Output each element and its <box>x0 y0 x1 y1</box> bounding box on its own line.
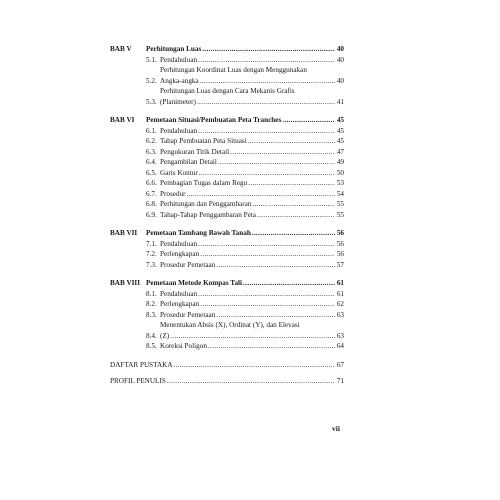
leader-dots <box>200 76 335 87</box>
leader-dots <box>170 331 335 342</box>
toc-entry[interactable] <box>110 178 344 189</box>
entry-page: 55 <box>336 200 344 208</box>
entry-title: Tahap Pembuatan Peta Situasi <box>160 137 247 145</box>
entry-title: Tahap-Tahap Penggambaran Peta <box>160 210 256 219</box>
entry-title: Pendahuluan <box>160 126 198 135</box>
entry-number: 8.1. <box>146 289 157 298</box>
leader-dots <box>187 189 335 200</box>
entry-number: 5.2. <box>146 76 157 85</box>
toc-entry[interactable] <box>110 320 344 341</box>
entry-title-line1: Perhitungan Luas dengan Cara Mekanis Grafis <box>160 87 295 95</box>
toc-entry[interactable] <box>110 126 344 137</box>
entry-title-line2: (Z) <box>160 331 170 340</box>
leader-dots <box>198 289 335 300</box>
entry-title: Prosedur Pemetaan <box>160 310 216 319</box>
entry-title: Perhitungan dan Penggambaran <box>160 200 252 208</box>
entry-number: 8.5. <box>146 342 157 350</box>
entry-page: 63 <box>336 331 344 340</box>
entry-title: Koreksi Poligon <box>160 342 207 350</box>
leader-dots <box>282 115 335 126</box>
entry-title-line1: Perhitungan Koordinat Luas dengan Menggunakan <box>160 66 307 74</box>
entry-page: 56 <box>336 250 344 258</box>
entry-page: 54 <box>336 189 344 198</box>
chapter-title: Pemetaan Situasi/Pembuatan Peta Tranches <box>146 116 282 124</box>
entry-number: 8.2. <box>146 300 157 308</box>
chapter-page: 61 <box>336 279 344 287</box>
entry-page: 45 <box>336 137 344 145</box>
chapter-title: Pemetaan Metode Kompas Tali <box>146 279 243 287</box>
toc-chapter-row[interactable] <box>110 115 344 126</box>
entry-number: 6.1. <box>146 126 157 135</box>
toc-entry[interactable] <box>110 260 344 271</box>
leader-dots <box>198 239 335 250</box>
entry-number: 5.3. <box>146 97 157 106</box>
leader-dots <box>248 178 335 189</box>
toc-section-bab-v <box>110 44 344 107</box>
toc-entry[interactable] <box>110 299 344 310</box>
entry-page: 40 <box>336 76 344 85</box>
entry-page: 63 <box>336 310 344 319</box>
toc-entry[interactable] <box>110 289 344 300</box>
chapter-number: BAB VI <box>110 116 135 124</box>
entry-number: 6.2. <box>146 137 157 145</box>
leader-dots <box>167 376 335 387</box>
toc-entry[interactable] <box>110 189 344 200</box>
leader-dots <box>243 278 335 289</box>
toc-entry[interactable] <box>110 86 344 107</box>
entry-title: Prosedur Pemetaan <box>160 260 216 269</box>
entry-title-line2: Angka-angka <box>160 76 199 85</box>
entry-page: 40 <box>336 55 344 64</box>
leader-dots <box>199 168 335 179</box>
entry-number: 5.1. <box>146 55 157 64</box>
toc-entry[interactable] <box>110 157 344 168</box>
toc-section-bab-vi <box>110 115 344 220</box>
toc-entry[interactable] <box>110 210 344 221</box>
leader-dots <box>248 136 335 147</box>
entry-title: DAFTAR PUSTAKA <box>110 360 173 369</box>
entry-number: 6.7. <box>146 189 157 198</box>
toc-chapter-row[interactable] <box>110 278 344 289</box>
entry-number: 6.8. <box>146 200 157 208</box>
entry-title: Perlengkapan <box>160 300 200 308</box>
chapter-page: 40 <box>336 45 344 53</box>
toc-entry[interactable] <box>110 341 344 352</box>
leader-dots <box>198 55 335 66</box>
entry-title-line1: Menentukan Absis (X), Ordinat (Y), dan Elevasi <box>160 321 300 329</box>
chapter-number: BAB V <box>110 45 132 53</box>
entry-number: 7.1. <box>146 239 157 248</box>
leader-dots <box>200 299 335 310</box>
chapter-number: BAB VII <box>110 229 138 237</box>
leader-dots <box>257 210 335 221</box>
toc-chapter-row[interactable] <box>110 228 344 239</box>
entry-page: 61 <box>336 289 344 298</box>
entry-page: 49 <box>336 158 344 166</box>
toc-entry[interactable] <box>110 249 344 260</box>
chapter-number: BAB VIII <box>110 279 141 287</box>
leader-dots <box>216 260 335 271</box>
toc-entry[interactable] <box>110 136 344 147</box>
toc-profil-penulis[interactable] <box>110 376 344 387</box>
leader-dots <box>252 228 335 239</box>
entry-page: 45 <box>336 126 344 135</box>
leader-dots <box>252 199 335 210</box>
entry-title: Garis Kontur <box>160 168 198 177</box>
entry-page: 50 <box>336 168 344 177</box>
entry-number: 8.3. <box>146 310 157 319</box>
entry-title: Pembagian Tugas dalam Regu <box>160 179 248 187</box>
leader-dots <box>200 249 335 260</box>
entry-page: 55 <box>336 210 344 219</box>
leader-dots <box>197 97 335 108</box>
toc-section-bab-viii <box>110 278 344 352</box>
entry-number: 6.4. <box>146 158 157 166</box>
page-number: vii <box>332 424 340 433</box>
toc-entry[interactable] <box>110 65 344 86</box>
leader-dots <box>202 44 335 55</box>
entry-title: Pengukuran Titik Detail <box>160 147 230 156</box>
toc-section-bab-vii <box>110 228 344 270</box>
leader-dots <box>174 360 335 371</box>
leader-dots <box>230 147 335 158</box>
entry-number: 7.3. <box>146 260 157 269</box>
entry-page: 41 <box>336 97 344 106</box>
entry-page: 53 <box>336 179 344 187</box>
entry-number: 8.4. <box>146 331 157 340</box>
entry-title: Pendahuluan <box>160 289 198 298</box>
entry-page: 67 <box>336 360 344 369</box>
toc-entry[interactable] <box>110 55 344 66</box>
entry-page: 57 <box>336 260 344 269</box>
entry-title: Pengambilan Detail <box>160 158 217 166</box>
toc-entry[interactable] <box>110 239 344 250</box>
chapter-title: Pemetaan Tambang Bawah Tanah <box>146 229 251 237</box>
entry-number: 6.3. <box>146 147 157 156</box>
entry-number: 6.5. <box>146 168 157 177</box>
entry-page: 71 <box>336 377 344 385</box>
leader-dots <box>216 310 335 321</box>
entry-title-line2: (Planimeter) <box>160 97 196 106</box>
entry-page: 56 <box>336 239 344 248</box>
toc-entry[interactable] <box>110 310 344 321</box>
toc-entry[interactable] <box>110 168 344 179</box>
entry-number: 7.2. <box>146 250 157 258</box>
leader-dots <box>208 341 335 352</box>
entry-number: 6.6. <box>146 179 157 187</box>
chapter-title: Perhitungan Luas <box>146 45 202 53</box>
entry-title: Pendahuluan <box>160 55 198 64</box>
entry-title: Perlengkapan <box>160 250 200 258</box>
entry-title: Prosedur <box>160 189 186 198</box>
entry-number: 6.9. <box>146 210 157 219</box>
chapter-page: 45 <box>336 116 344 124</box>
toc-chapter-row[interactable] <box>110 44 344 55</box>
leader-dots <box>218 157 335 168</box>
leader-dots <box>198 126 335 137</box>
entry-page: 62 <box>336 300 344 308</box>
toc-daftar-pustaka[interactable] <box>110 360 344 371</box>
entry-title: Pendahuluan <box>160 239 198 248</box>
entry-title: PROFIL PENULIS <box>110 377 166 385</box>
chapter-page: 56 <box>336 229 344 237</box>
entry-page: 47 <box>336 147 344 156</box>
toc-entry[interactable] <box>110 199 344 210</box>
toc-entry[interactable] <box>110 147 344 158</box>
entry-page: 64 <box>336 342 344 350</box>
table-of-contents <box>110 44 344 389</box>
